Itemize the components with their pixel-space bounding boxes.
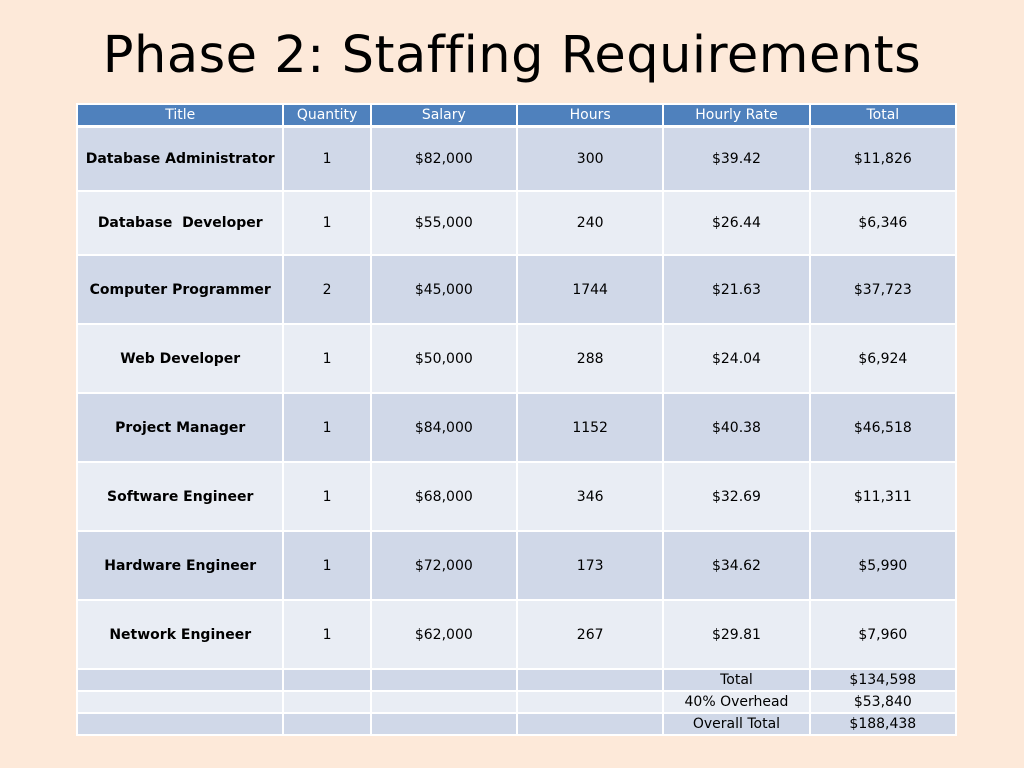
- table-row: [77, 191, 956, 255]
- cell-hours: 267: [517, 600, 663, 669]
- cell-title: Computer Programmer: [77, 255, 283, 324]
- cell-hourly-rate: $26.44: [663, 191, 809, 255]
- cell-hours: 1152: [517, 393, 663, 462]
- header-salary: Salary: [371, 104, 517, 127]
- empty-cell: [283, 713, 370, 735]
- summary-row-overhead: [77, 691, 956, 713]
- table-row: [77, 324, 956, 393]
- header-title: Title: [77, 104, 283, 127]
- cell-title: Database Developer: [77, 191, 283, 255]
- cell-salary: $50,000: [371, 324, 517, 393]
- table-row: [77, 462, 956, 531]
- header-hours: Hours: [517, 104, 663, 127]
- slide-title: Phase 2: Staffing Requirements: [102, 26, 922, 85]
- cell-hours: 346: [517, 462, 663, 531]
- cell-hours: 173: [517, 531, 663, 600]
- cell-hours: 240: [517, 191, 663, 255]
- cell-hourly-rate: $29.81: [663, 600, 809, 669]
- empty-cell: [371, 691, 517, 713]
- cell-quantity: 1: [283, 531, 370, 600]
- table-row: [77, 600, 956, 669]
- cell-hourly-rate: $32.69: [663, 462, 809, 531]
- summary-label: 40% Overhead: [663, 691, 809, 713]
- cell-total: $6,924: [810, 324, 956, 393]
- empty-cell: [517, 669, 663, 691]
- table-row: [77, 255, 956, 324]
- cell-quantity: 1: [283, 393, 370, 462]
- summary-row-total: [77, 669, 956, 691]
- table-row: [77, 393, 956, 462]
- cell-hourly-rate: $34.62: [663, 531, 809, 600]
- summary-value: $134,598: [810, 669, 956, 691]
- cell-total: $7,960: [810, 600, 956, 669]
- empty-cell: [77, 691, 283, 713]
- summary-label: Total: [663, 669, 809, 691]
- cell-quantity: 2: [283, 255, 370, 324]
- summary-row-overall-total: [77, 713, 956, 735]
- cell-salary: $72,000: [371, 531, 517, 600]
- summary-value: $53,840: [810, 691, 956, 713]
- cell-title: Project Manager: [77, 393, 283, 462]
- header-hourly-rate: Hourly Rate: [663, 104, 809, 127]
- cell-total: $6,346: [810, 191, 956, 255]
- cell-title: Database Administrator: [77, 127, 283, 192]
- cell-quantity: 1: [283, 600, 370, 669]
- cell-quantity: 1: [283, 462, 370, 531]
- summary-label: Overall Total: [663, 713, 809, 735]
- cell-title: Web Developer: [77, 324, 283, 393]
- cell-hourly-rate: $40.38: [663, 393, 809, 462]
- empty-cell: [517, 713, 663, 735]
- cell-title: Network Engineer: [77, 600, 283, 669]
- table-row: [77, 531, 956, 600]
- cell-total: $46,518: [810, 393, 956, 462]
- cell-quantity: 1: [283, 191, 370, 255]
- cell-title: Software Engineer: [77, 462, 283, 531]
- cell-salary: $82,000: [371, 127, 517, 192]
- cell-salary: $45,000: [371, 255, 517, 324]
- cell-hourly-rate: $24.04: [663, 324, 809, 393]
- cell-hourly-rate: $39.42: [663, 127, 809, 192]
- table-row: [77, 127, 956, 192]
- cell-salary: $62,000: [371, 600, 517, 669]
- cell-hours: 288: [517, 324, 663, 393]
- empty-cell: [517, 691, 663, 713]
- header-total: Total: [810, 104, 956, 127]
- cell-total: $5,990: [810, 531, 956, 600]
- cell-total: $11,311: [810, 462, 956, 531]
- empty-cell: [283, 691, 370, 713]
- cell-hourly-rate: $21.63: [663, 255, 809, 324]
- cell-hours: 1744: [517, 255, 663, 324]
- summary-value: $188,438: [810, 713, 956, 735]
- empty-cell: [77, 669, 283, 691]
- cell-salary: $68,000: [371, 462, 517, 531]
- cell-quantity: 1: [283, 127, 370, 192]
- cell-salary: $55,000: [371, 191, 517, 255]
- cell-quantity: 1: [283, 324, 370, 393]
- staffing-table: [76, 103, 957, 736]
- cell-total: $37,723: [810, 255, 956, 324]
- empty-cell: [283, 669, 370, 691]
- empty-cell: [77, 713, 283, 735]
- empty-cell: [371, 669, 517, 691]
- cell-title: Hardware Engineer: [77, 531, 283, 600]
- empty-cell: [371, 713, 517, 735]
- cell-salary: $84,000: [371, 393, 517, 462]
- table-header-row: [77, 104, 956, 127]
- cell-total: $11,826: [810, 127, 956, 192]
- header-quantity: Quantity: [283, 104, 370, 127]
- cell-hours: 300: [517, 127, 663, 192]
